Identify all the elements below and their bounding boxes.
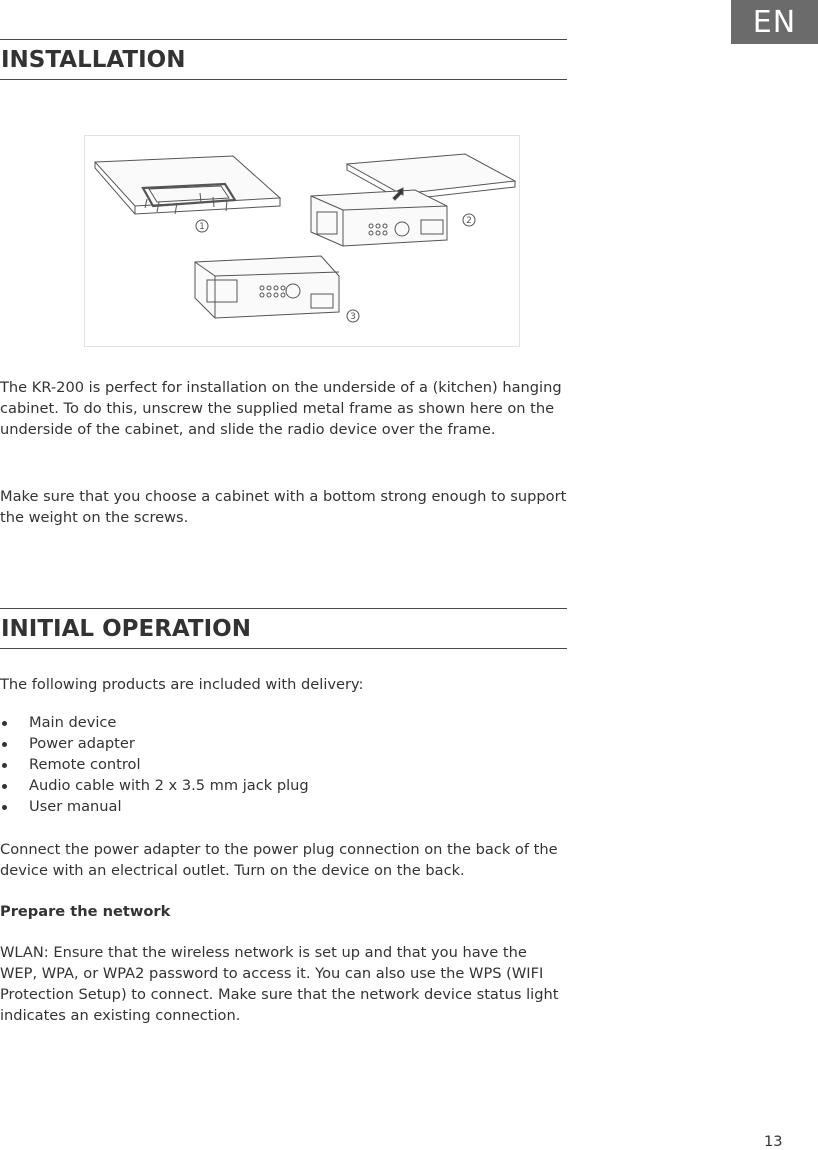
list-item: User manual xyxy=(0,796,309,817)
figure-step-2-label: 2 xyxy=(466,216,472,226)
delivery-intro: The following products are included with delivery: xyxy=(0,676,364,693)
power-connect-paragraph: Connect the power adapter to the power plug connection on the back of the device with an electrical outlet. Turn on the device on the back. xyxy=(0,841,558,879)
page-number: 13 xyxy=(764,1133,783,1150)
installation-figure xyxy=(84,135,520,347)
list-item: Main device xyxy=(0,712,309,733)
list-item: Remote control xyxy=(0,754,309,775)
list-item: Power adapter xyxy=(0,733,309,754)
installation-illustration xyxy=(85,136,519,346)
language-tab: EN xyxy=(731,0,818,44)
installation-paragraph-1: The KR-200 is perfect for installation on the underside of a (kitchen) hanging cabinet. To do this, unscrew the supplied metal frame as shown here on the underside of the cabinet, and slide the radio device over the frame. xyxy=(0,379,562,438)
delivery-items-list xyxy=(0,712,309,817)
prepare-network-subheading: Prepare the network xyxy=(0,903,171,920)
figure-step-3-label: 3 xyxy=(350,312,356,322)
figure-step-1-label: 1 xyxy=(199,222,205,232)
initial-operation-heading: INITIAL OPERATION xyxy=(0,608,567,649)
installation-heading: INSTALLATION xyxy=(0,39,567,80)
installation-paragraph-2: Make sure that you choose a cabinet with a bottom strong enough to support the weight on the screws. xyxy=(0,488,567,526)
list-item: Audio cable with 2 x 3.5 mm jack plug xyxy=(0,775,309,796)
wlan-paragraph: WLAN: Ensure that the wireless network is set up and that you have the WEP, WPA, or WPA2 password to access it. You can also use the WPS (WIFI Protection Setup) to connect. Make sure that the network device status light indicates an existing connection. xyxy=(0,944,559,1024)
